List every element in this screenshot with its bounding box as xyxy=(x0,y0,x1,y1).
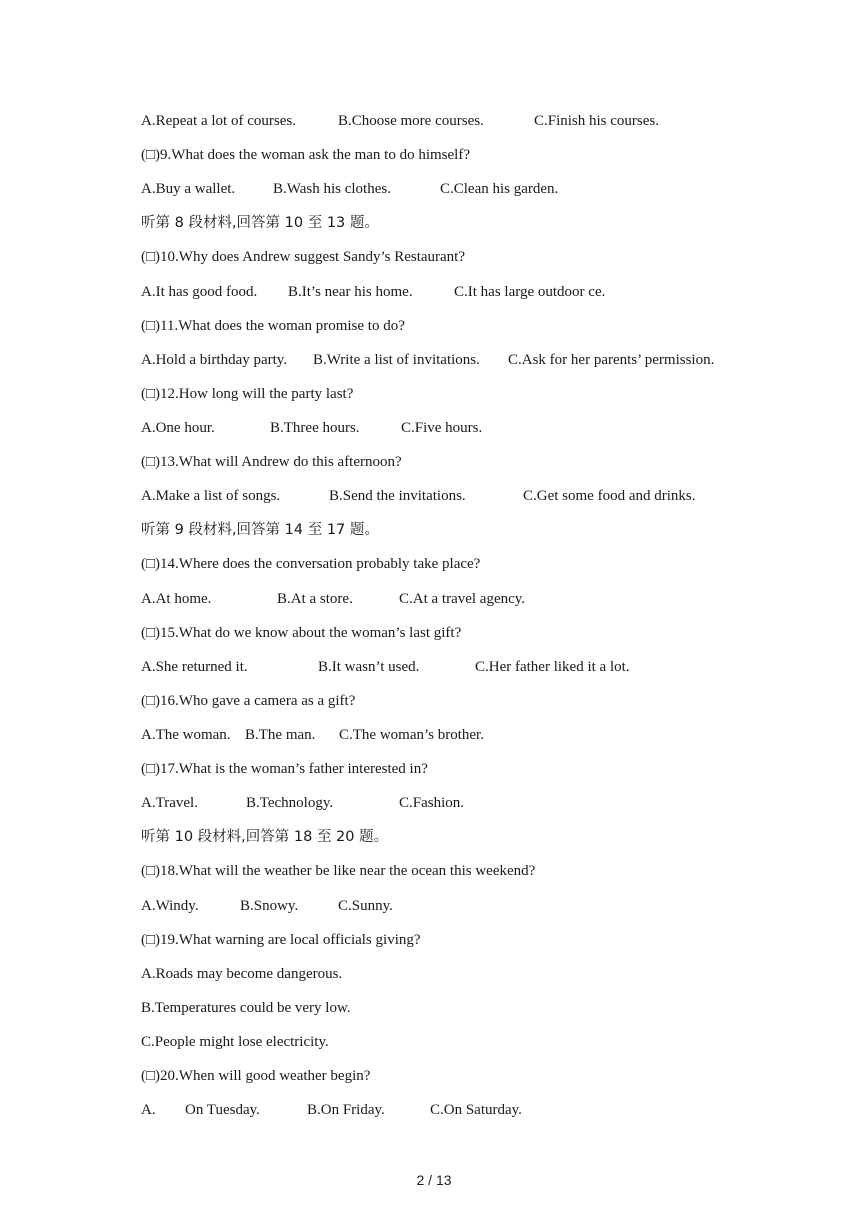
option-a: A.She returned it. xyxy=(141,659,248,675)
current-page: 2 xyxy=(416,1172,425,1188)
option-c: C.Finish his courses. xyxy=(534,113,660,129)
option-b: B.At a store. xyxy=(277,591,353,607)
option-b: B.It wasn’t used. xyxy=(318,659,420,675)
answer-option-b: B.Temperatures could be very low. xyxy=(141,1000,351,1016)
option-b: B.Three hours. xyxy=(270,420,360,436)
question-11: (□)11.What does the woman promise to do? xyxy=(141,318,405,334)
answer-option-c: C.People might lose electricity. xyxy=(141,1034,329,1050)
question-17: (□)17.What is the woman’s father interested in? xyxy=(141,761,428,777)
option-b: B.Technology. xyxy=(246,795,334,811)
answer-option-a: A.Roads may become dangerous. xyxy=(141,966,343,982)
option-c: C.On Saturday. xyxy=(430,1102,522,1118)
question-18: (□)18.What will the weather be like near the ocean this weekend? xyxy=(141,863,536,879)
question-16: (□)16.Who gave a camera as a gift? xyxy=(141,693,356,709)
page-separator: / xyxy=(428,1172,433,1188)
option-c: C.It has large outdoor ce. xyxy=(454,284,606,300)
option-c: C.Get some food and drinks. xyxy=(523,488,696,504)
option-c: C.Five hours. xyxy=(401,420,483,436)
option-c: C.The woman’s brother. xyxy=(339,727,484,743)
option-c: C.Fashion. xyxy=(399,795,465,811)
option-a: A.Buy a wallet. xyxy=(141,181,236,197)
option-b: B.Write a list of invitations. xyxy=(313,352,480,368)
option-b: B.Send the invitations. xyxy=(329,488,466,504)
option-b: B.Wash his clothes. xyxy=(273,181,391,197)
option-a-letter: A. xyxy=(141,1102,156,1118)
question-15: (□)15.What do we know about the woman’s last gift? xyxy=(141,625,462,641)
option-c: C.Clean his garden. xyxy=(440,181,559,197)
option-c: C.Ask for her parents’ permission. xyxy=(508,352,715,368)
option-c: C.Her father liked it a lot. xyxy=(475,659,630,675)
section-heading: 听第 9 段材料,回答第 14 至 17 题。 xyxy=(141,522,379,538)
option-b: B.Choose more courses. xyxy=(338,113,484,129)
option-a: A.Windy. xyxy=(141,898,199,914)
question-20: (□)20.When will good weather begin? xyxy=(141,1068,371,1084)
option-c: C.Sunny. xyxy=(338,898,393,914)
question-14: (□)14.Where does the conversation probably take place? xyxy=(141,556,481,572)
option-a: A.Make a list of songs. xyxy=(141,488,281,504)
option-a: A.Repeat a lot of courses. xyxy=(141,113,296,129)
total-pages: 13 xyxy=(435,1172,452,1188)
question-10: (□)10.Why does Andrew suggest Sandy’s Restaurant? xyxy=(141,249,466,265)
question-19: (□)19.What warning are local officials giving? xyxy=(141,932,421,948)
option-a: A.Travel. xyxy=(141,795,198,811)
option-a: A.It has good food. xyxy=(141,284,258,300)
option-a: A.The woman. xyxy=(141,727,231,743)
page-number xyxy=(0,1172,868,1188)
section-heading: 听第 8 段材料,回答第 10 至 13 题。 xyxy=(141,215,379,231)
option-a: On Tuesday. xyxy=(185,1102,260,1118)
section-heading: 听第 10 段材料,回答第 18 至 20 题。 xyxy=(141,829,389,845)
option-b: B.It’s near his home. xyxy=(288,284,413,300)
option-a: A.Hold a birthday party. xyxy=(141,352,288,368)
option-b: B.Snowy. xyxy=(240,898,299,914)
question-13: (□)13.What will Andrew do this afternoon? xyxy=(141,454,402,470)
option-c: C.At a travel agency. xyxy=(399,591,526,607)
option-b: B.On Friday. xyxy=(307,1102,385,1118)
option-a: A.One hour. xyxy=(141,420,215,436)
question-9: (□)9.What does the woman ask the man to do himself? xyxy=(141,147,470,163)
option-b: B.The man. xyxy=(245,727,316,743)
question-12: (□)12.How long will the party last? xyxy=(141,386,354,402)
option-a: A.At home. xyxy=(141,591,212,607)
